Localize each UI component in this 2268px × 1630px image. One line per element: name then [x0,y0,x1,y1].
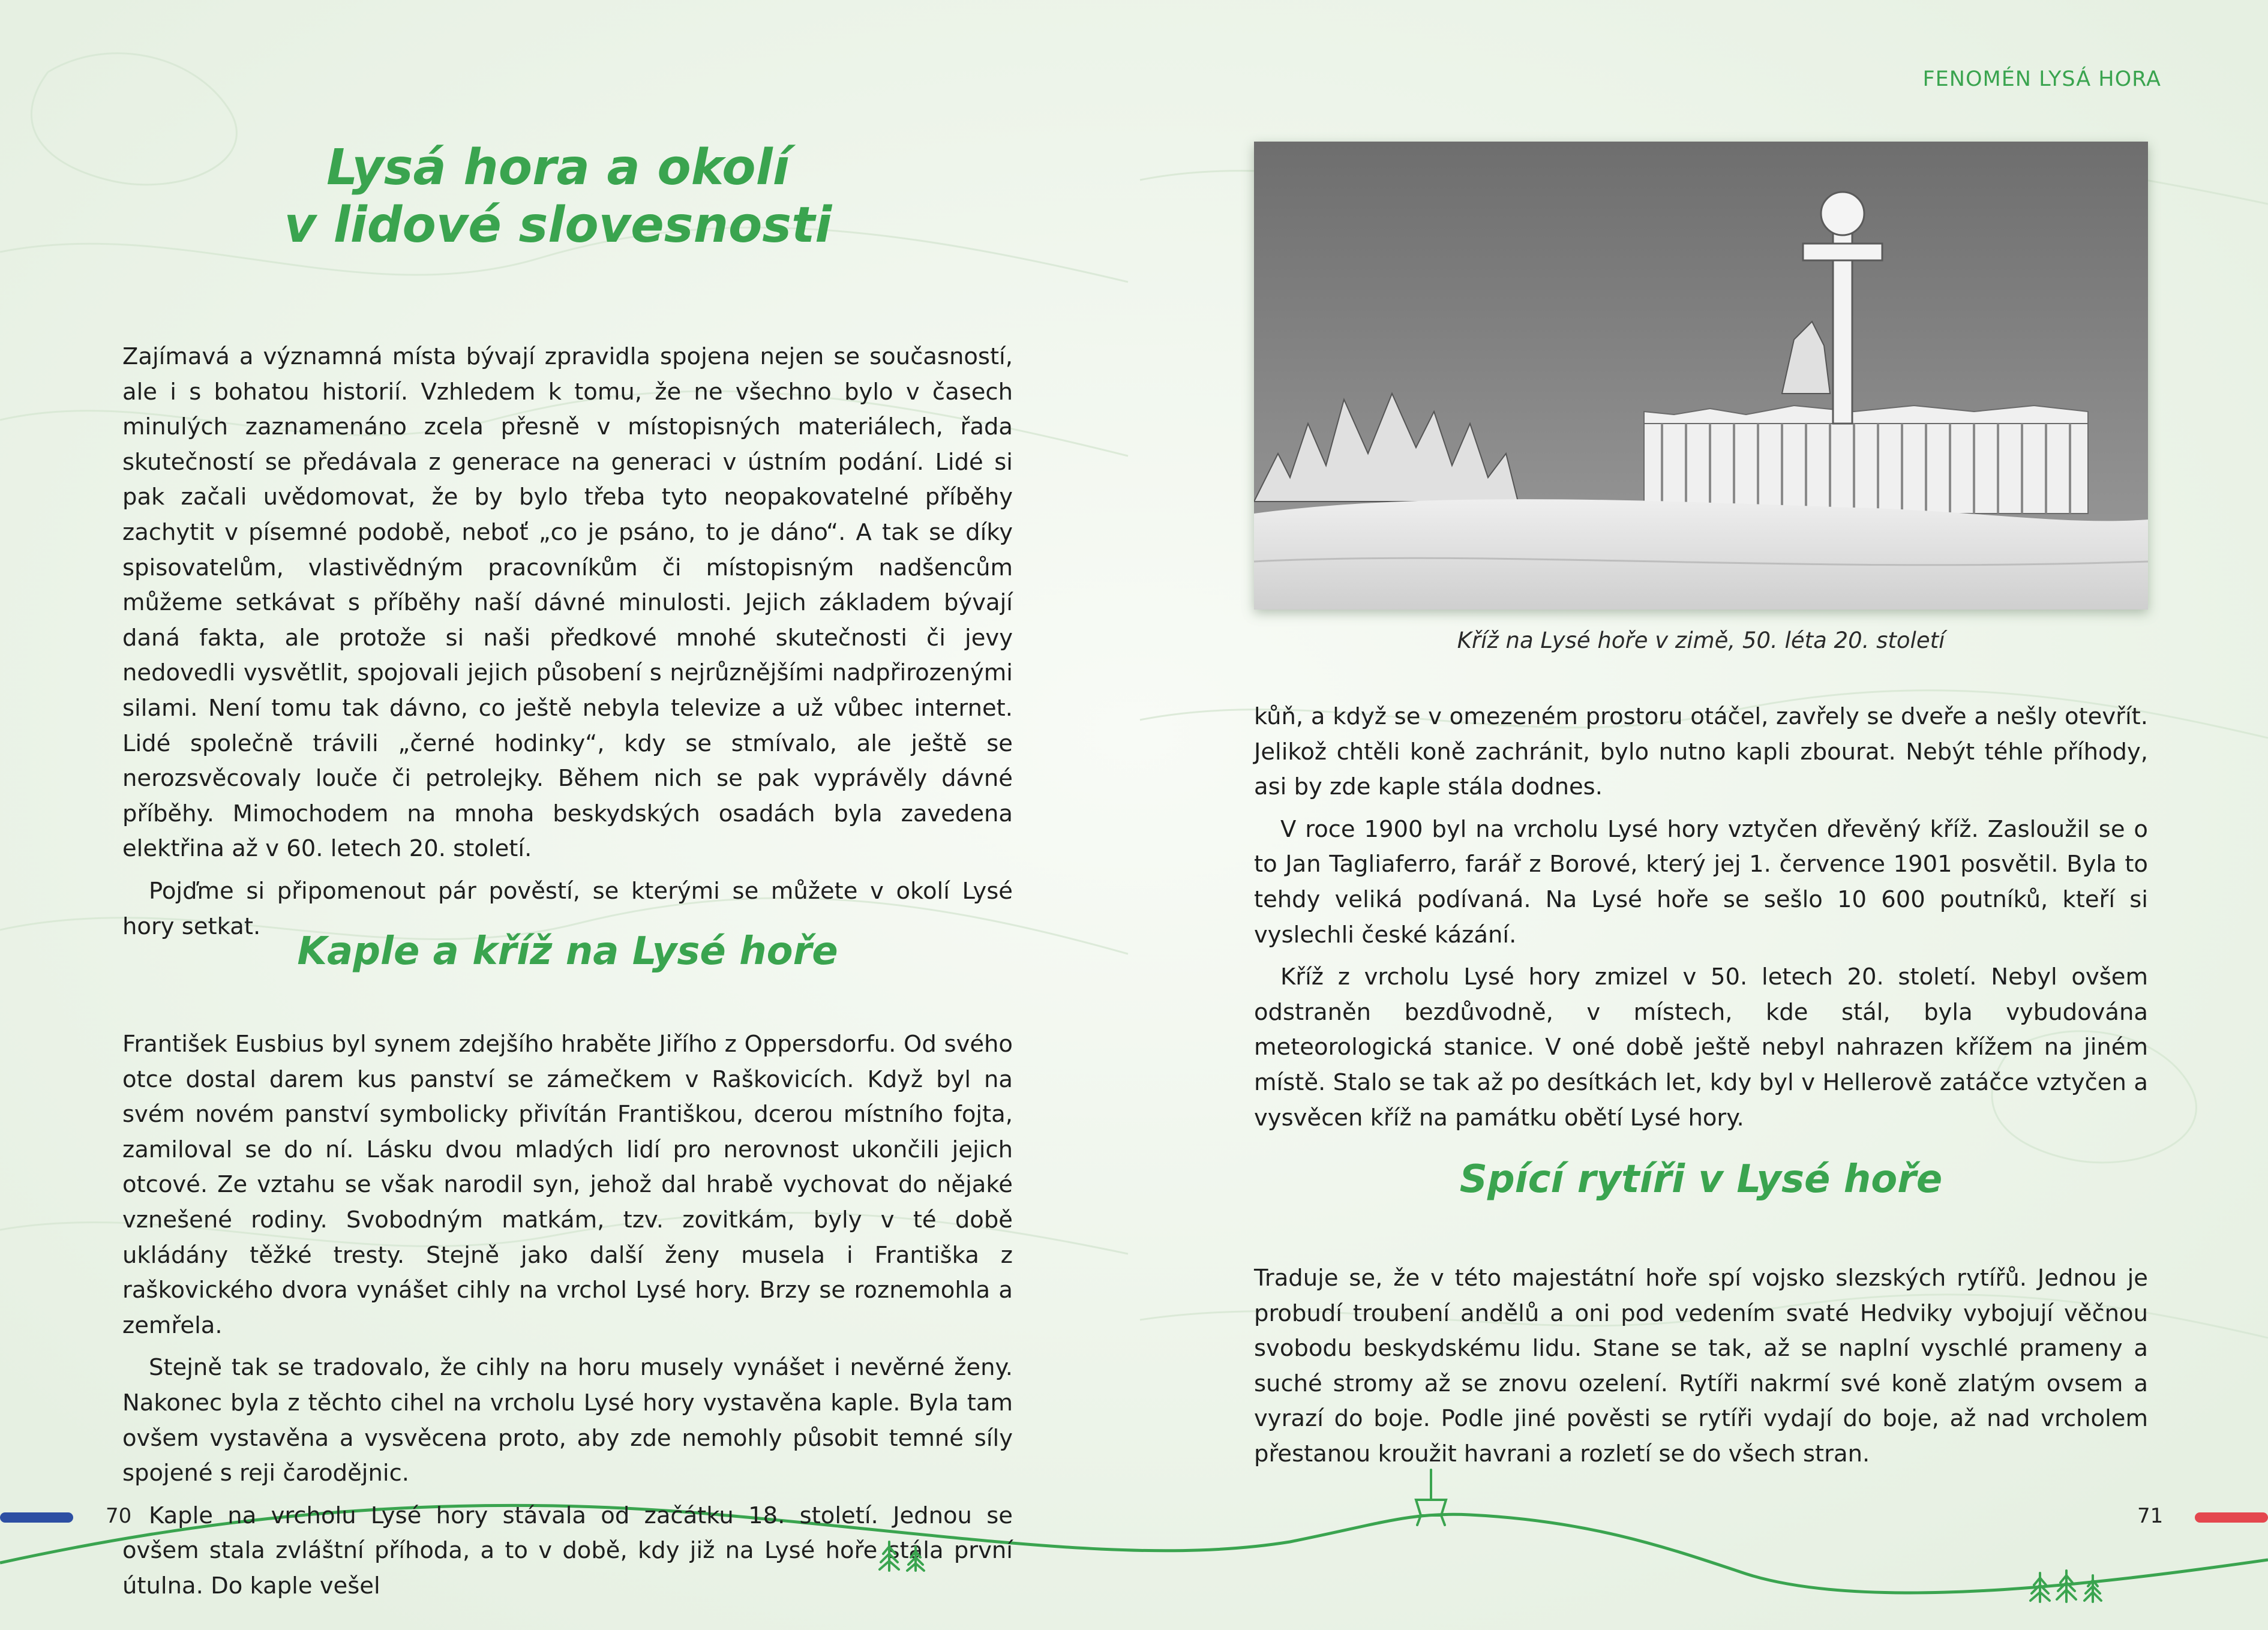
right-page [1134,0,2268,1630]
paragraph: V roce 1900 byl na vrcholu Lysé hory vztyčen dřevěný kříž. Zasloužil se o to Jan Tagliaferro, farář z Borové, který jej 1. července 1901 posvětil. Byla to tehdy veliká podívaná. Na Lysé hoře se sešlo 10 600 poutníků, kteří si vyslechli české kázání. [1254,815,2148,948]
section-tag: FENOMÉN LYSÁ HORA [1922,67,2161,91]
trees-icon [876,1539,931,1573]
paragraph: Stejně tak se tradovalo, že cihly na horu musely vynášet i nevěrné ženy. Nakonec byla z těchto cihel na vrcholu Lysé hory vystavěna kaple. Byla tam ovšem vystavěna a vysvěcena proto, aby zde nemohly působit temné síly spojené s reji čarodějnic. [122,1354,1013,1487]
page-number: 71 [2137,1504,2164,1528]
trees-icon [2028,1568,2106,1604]
rytiri-text [1254,1261,2148,1479]
paragraph: kůň, a když se v omezeném prostoru otáčel, zavřely se dveře a nešly otevřít. Jelikož chtěli koně zachránit, bylo nutno kapli zbourat. Nebýt téhle příhody, asi by zde kaple stála dodnes. [1254,703,2148,801]
paragraph: Pojďme si připomenout pár pověstí, se kterými se můžete v okolí Lysé hory setkat. [122,877,1013,940]
cross-winter-photo [1254,142,2148,610]
photo-caption: Kříž na Lysé hoře v zimě, 50. léta 20. století [1457,628,1945,653]
title-line-2: v lidové slovesnosti [284,197,832,254]
paragraph: Traduje se, že v této majestátní hoře spí vojsko slezských rytířů. Jednou je probudí troubení andělů a oni pod vedením svaté Hedviky vybojují věčnou svobodu beskydskému lidu. Stane se tak, až se naplní vyschlé prameny a suché stromy až se znovu ozelení. Rytíři nakrmí své koně zlatým ovsem a vyrazí do boje. Podle jiné pověsti se rytíři vydají do boje, až nad vrcholem přestanou kroužit havrani a rozletí se do všech stran. [1254,1265,2148,1467]
summit-station-icon [1410,1469,1452,1526]
page-title [122,139,994,254]
paragraph: Zajímavá a významná místa bývají zpravidla spojena nejen se současností, ale i s bohatou historií. Vzhledem k tomu, že ne všechno bylo v časech minulých zaznamenáno zcela přesně v místopisných materiálech, řada skutečností se předávala z generace na generaci v ústním podání. Lidé si pak začali uvědomovat, že by bylo třeba tyto neopakovatelné příběhy zachytit v písemné podobě, neboť „co je psáno, to je dáno“. A tak se díky spisovatelům, vlastivědným pracovníkům či místopisným nadšencům můžeme setkávat s příběhy naší dávné minulosti. Jejich základem bývají daná fakta, ale protože si naši předkové mnohé skutečnosti či jevy nedovedli vysvětlit, spojovali jejich působení s nejrůznějšími nadpřirozenými silami. Není tomu tak dávno, co ještě nebyla televize a už vůbec internet. Lidé společně trávili „černé hodinky“, kdy se stmívalo, ale ještě se nerozsvěcovaly louče či petrolejky. Během nich se pak vyprávěly dávné příběhy. Mimochodem na mnoha beskydských osadách byla zavedena elektřina až v 60. letech 20. století. [122,343,1013,863]
paragraph: Kříž z vrcholu Lysé hory zmizel v 50. letech 20. století. Nebyl ovšem odstraněn bezdůvodně, v místech, kde stál, byla vybudována meteorologická stanice. V oné době ještě nebyl nahrazen křížem na jiném místě. Stalo se tak až po desítkách let, kdy byl v Hellerově zatáčce vztyčen a vysvěcen kříž na památku obětí Lysé hory. [1254,963,2148,1131]
intro-text [122,340,1013,951]
continued-text [1254,700,2148,1143]
paragraph: Kaple na vrcholu Lysé hory stávala od začátku 18. století. Jednou se ovšem stala zvláštní příhoda, a to v době, kdy již na Lysé hoře stála první útulna. Do kaple vešel [122,1502,1013,1599]
kaple-text [122,1027,1013,1611]
heading-rytiri: Spící rytíři v Lysé hoře [1459,1157,1943,1202]
page-stripe-red [2195,1512,2268,1523]
photo-illustration [1254,142,2148,610]
page-number: 70 [106,1504,132,1528]
title-line-1: Lysá hora a okolí [326,139,790,196]
page-stripe-blue [0,1512,73,1523]
paragraph: František Eusbius byl synem zdejšího hraběte Jiřího z Oppersdorfu. Od svého otce dostal darem kus panství se zámečkem v Raškovicích. Když byl na svém novém panství symbolicky přivítán Františkou, dcerou místního fojta, zamiloval se do ní. Lásku dvou mladých lidí pro nerovnost ukončili jejich otcové. Ze vztahu se však narodil syn, jehož dal hrabě vychovat do nějaké vznešené rodiny. Svobodným matkám, tzv. zovitkám, byly v té době ukládány těžké tresty. Stejně jako další ženy musela i Františka z raškovického dvora vynášet cihly na vrchol Lysé hory. Brzy se roznemohla a zemřela. [122,1031,1013,1339]
heading-kaple: Kaple a kříž na Lysé hoře [297,929,838,974]
